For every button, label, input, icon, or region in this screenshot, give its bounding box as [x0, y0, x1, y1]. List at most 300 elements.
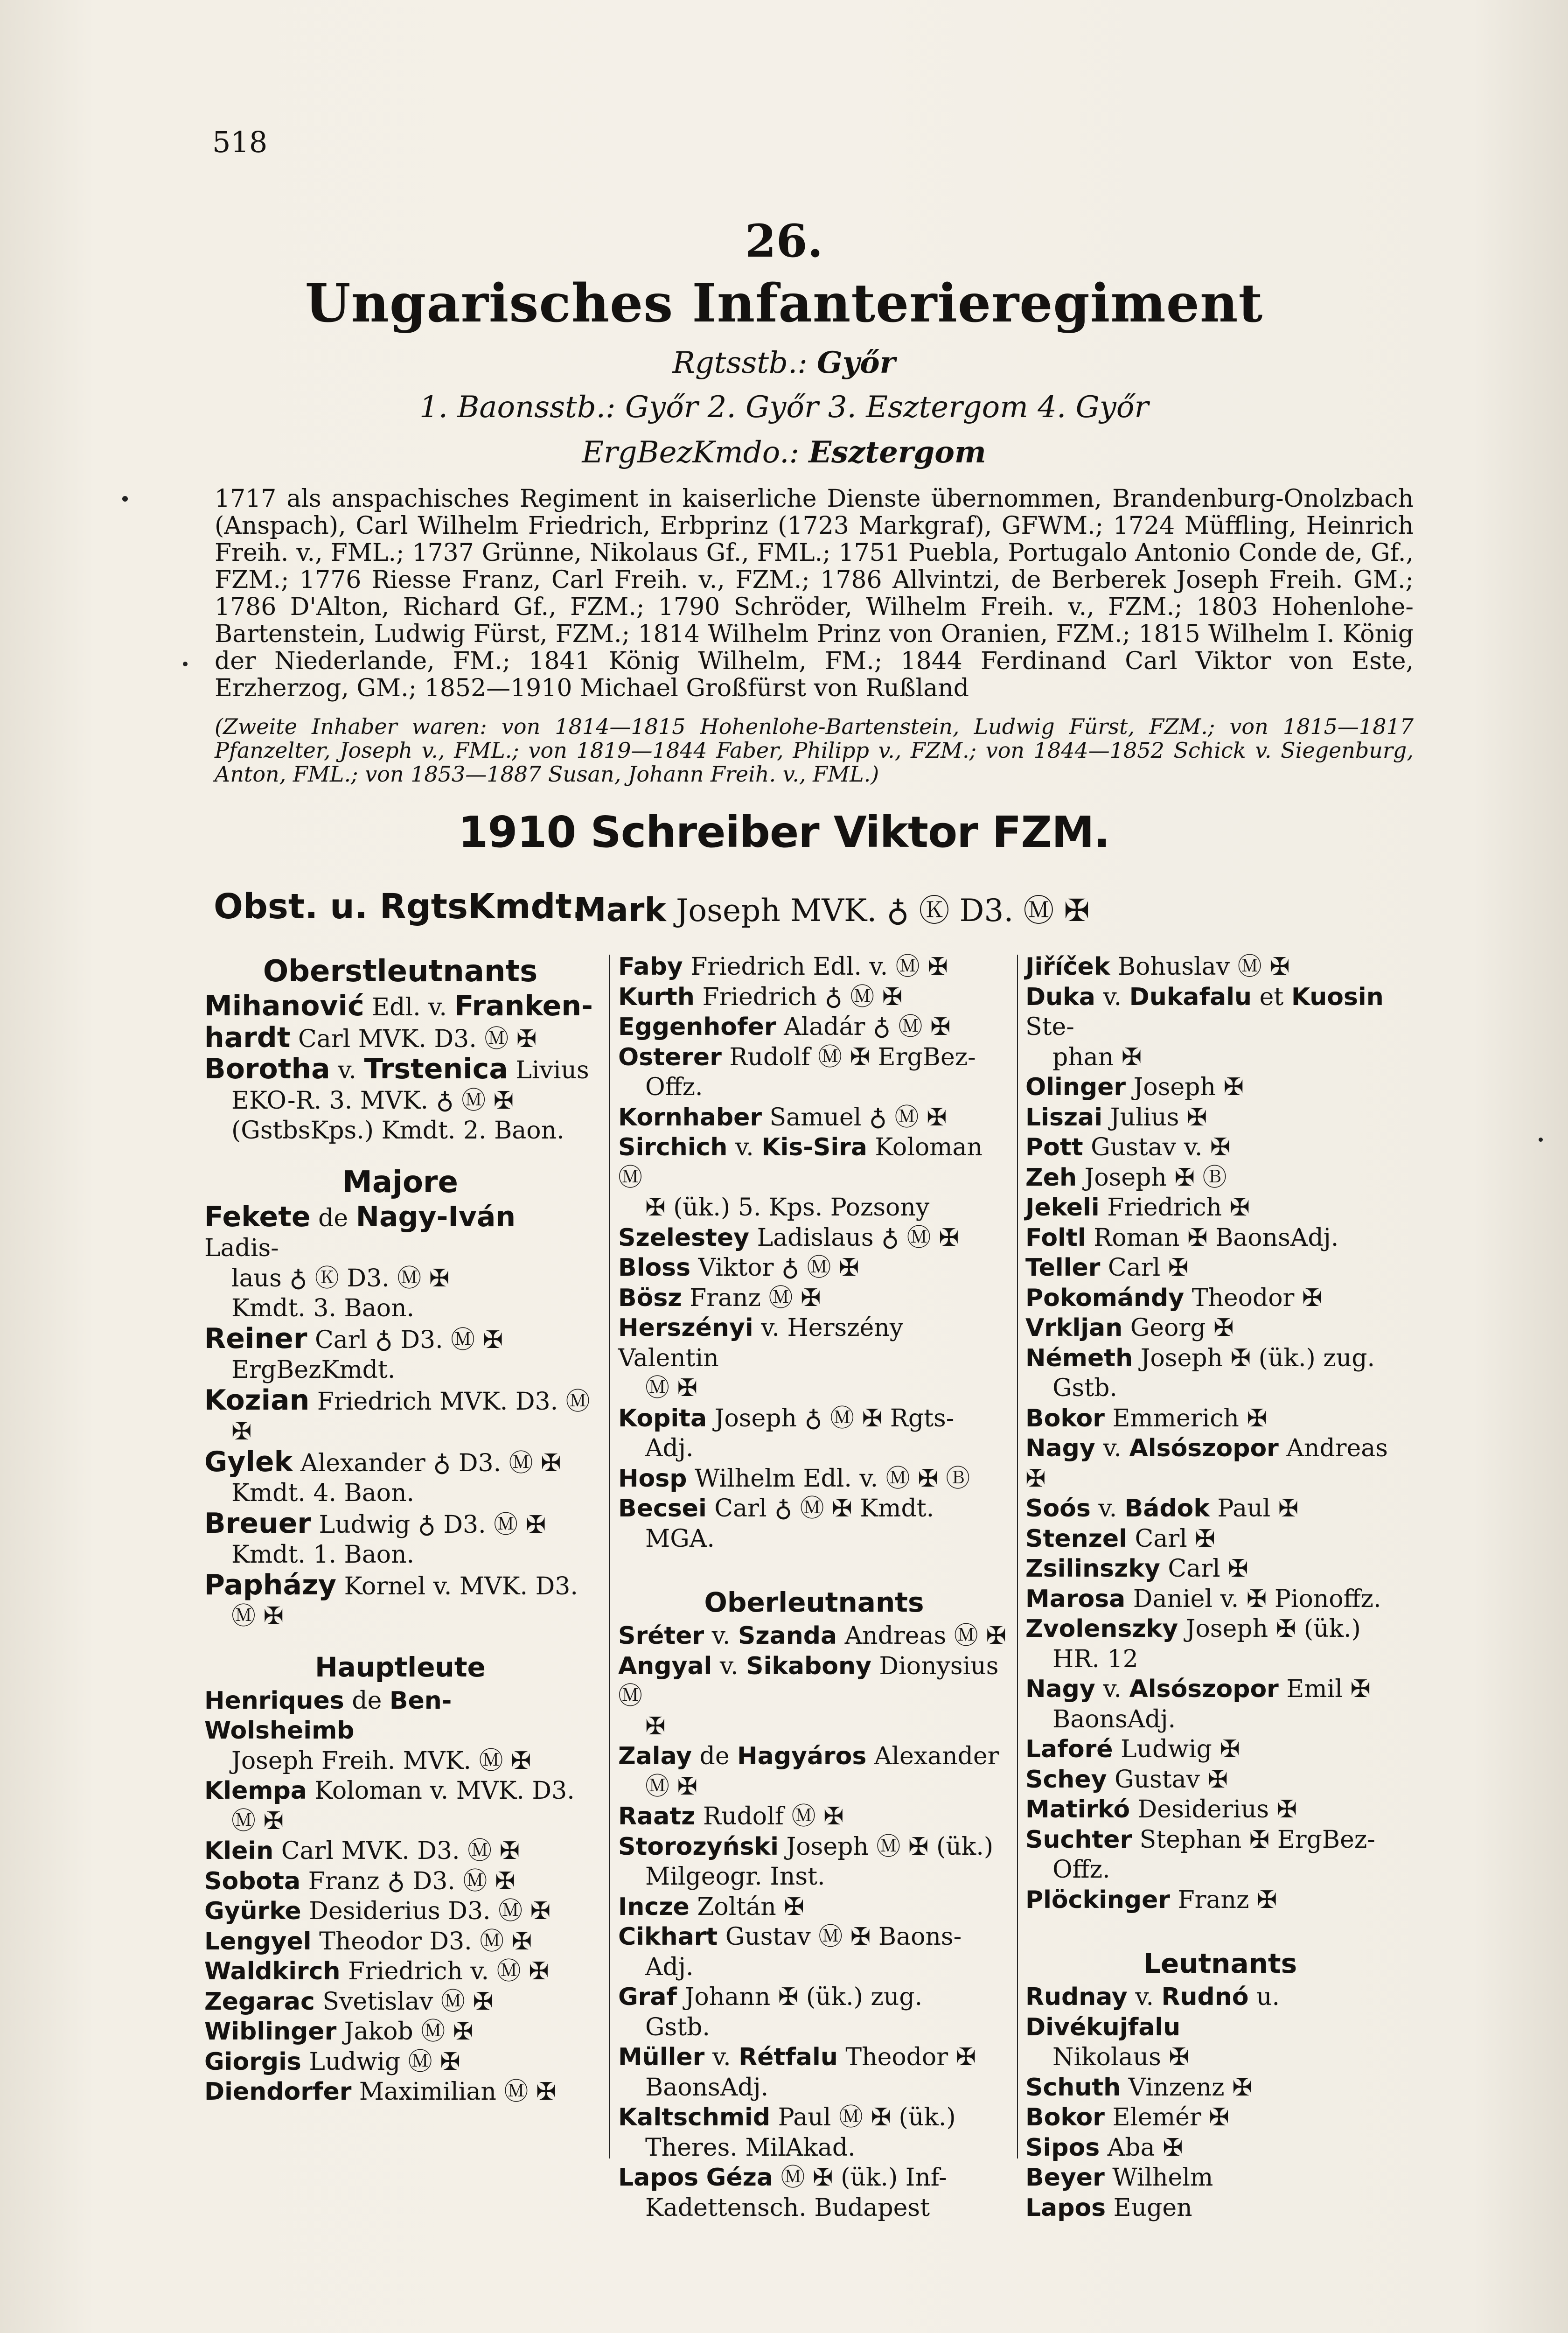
- roster-surname: Szelestey: [618, 1223, 750, 1252]
- roster-surname: Henriques: [204, 1686, 344, 1715]
- roster-line: [1025, 1584, 1415, 1614]
- roster-text: Eugen: [1106, 2193, 1192, 2222]
- roster-text: Franz ✠: [1170, 1886, 1277, 1914]
- roster-surname: Hagyáros: [737, 1742, 867, 1770]
- roster-line: [1025, 1765, 1415, 1795]
- roster-line: [204, 1324, 596, 1355]
- roster-line: [204, 1686, 596, 1746]
- roster-line: [204, 1293, 596, 1324]
- roster-surname: Németh: [1025, 1344, 1133, 1372]
- roster-line: [204, 1927, 596, 1957]
- roster-text: Julius ✠: [1102, 1103, 1207, 1132]
- roster-line: [618, 1802, 1010, 1832]
- roster-line: [1025, 1373, 1415, 1404]
- roster-surname: Bloss: [618, 1254, 691, 1282]
- roster-text: Johann ✠ (ük.) zug.: [677, 1983, 923, 2011]
- roster-line: [204, 2017, 596, 2047]
- oberleutnants-heading: Oberleutnants: [704, 1586, 924, 1618]
- roster-surname: Kozian: [204, 1383, 310, 1417]
- roster-surname: Alsószopor: [1129, 1434, 1279, 1462]
- roster-text: Koloman v. MVK. D3.: [307, 1777, 575, 1805]
- regiment-history: [215, 485, 1414, 702]
- majore-list: [204, 1202, 596, 1632]
- roster-surname: Breuer: [204, 1507, 312, 1540]
- roster-text: Kadettensch. Budapest: [645, 2193, 930, 2222]
- roster-text: v. Herszény Valentin: [618, 1314, 904, 1372]
- roster-surname: Rudnay: [1025, 1983, 1128, 2011]
- roster-line: [1025, 1614, 1415, 1644]
- roster-line: [1025, 1825, 1415, 1855]
- roster-text: Andreas ✠: [1025, 1434, 1388, 1493]
- roster-surname: Nagy-Iván: [355, 1200, 516, 1233]
- roster-surname: Divékujfalu: [1025, 2013, 1181, 2041]
- roster-text: phan ✠: [1052, 1043, 1142, 1071]
- roster-text: Joseph Freih. MVK. Ⓜ ✠: [231, 1746, 531, 1775]
- roster-text: laus ♁ Ⓚ D3. Ⓜ ✠: [231, 1264, 450, 1292]
- roster-line: [1025, 1494, 1415, 1524]
- roster-line: [618, 1404, 1010, 1434]
- roster-line: [618, 1464, 1010, 1494]
- roster-surname: Rétfalu: [739, 2043, 838, 2071]
- roster-line: [1025, 982, 1415, 1042]
- oberstleutnants-heading: Oberstleutnants: [263, 954, 538, 989]
- roster-line: [618, 1922, 1010, 1952]
- roster-text: v.: [1095, 983, 1129, 1011]
- roster-text: de: [692, 1742, 738, 1770]
- roster-text: Maximilian Ⓜ ✠: [351, 2078, 557, 2106]
- roster-surname: Angyal: [618, 1652, 712, 1680]
- rgtsstb-label: Rgtsstb.:: [672, 346, 808, 380]
- roster-line: [618, 2073, 1010, 2103]
- roster-text: Bohuslav Ⓜ ✠: [1110, 953, 1290, 981]
- roster-text: Carl MVK. D3. Ⓜ ✠: [273, 1837, 520, 1865]
- ergbez-line: [0, 435, 1568, 470]
- column-2: [618, 952, 1010, 2223]
- roster-text: Gustav ✠: [1107, 1765, 1228, 1794]
- roster-text: Milgeogr. Inst.: [645, 1863, 825, 1891]
- roster-line: [1025, 1343, 1415, 1374]
- ergbez-label: ErgBezKmdo.:: [582, 435, 800, 470]
- roster-text: Rudolf Ⓜ ✠ ErgBez-: [721, 1043, 976, 1071]
- commander-title: Obst. u. RgtsKmdt.: [214, 887, 585, 927]
- roster-surname: Giorgis: [204, 2047, 301, 2076]
- column-divider-1: [609, 955, 610, 2158]
- roster-line: [1025, 1982, 1415, 2042]
- roster-surname: Cikhart: [618, 1923, 718, 1951]
- roster-text: v.: [1090, 1495, 1125, 1523]
- roster-line: [618, 1132, 1010, 1193]
- roster-text: Franz Ⓜ ✠: [682, 1284, 821, 1312]
- roster-surname: Kurth: [618, 983, 695, 1011]
- roster-line: [1025, 1253, 1415, 1283]
- roster-line: [204, 1116, 596, 1146]
- roster-surname: Gyürke: [204, 1897, 301, 1925]
- roster-surname: Osterer: [618, 1043, 722, 1071]
- roster-line: [618, 1524, 1010, 1554]
- roster-surname: Klempa: [204, 1777, 307, 1805]
- roster-line: [1025, 1734, 1415, 1765]
- roster-surname: Zvolenszky: [1025, 1615, 1178, 1643]
- margin-speck: [122, 496, 128, 502]
- roster-line: [204, 1478, 596, 1509]
- roster-line: [618, 952, 1010, 982]
- roster-line: [1025, 1885, 1415, 1915]
- roster-surname: Zsilinszky: [1025, 1555, 1160, 1583]
- roster-surname: Hosp: [618, 1464, 687, 1493]
- roster-text: ✠: [231, 1418, 252, 1446]
- oberleutnants-list: [618, 1621, 1010, 2223]
- roster-text: Emil ✠: [1278, 1675, 1371, 1703]
- roster-surname: Suchter: [1025, 1825, 1132, 1854]
- roster-text: Jakob Ⓜ ✠: [336, 2018, 474, 2046]
- roster-line: [204, 1509, 596, 1540]
- roster-line: [1025, 1313, 1415, 1343]
- roster-surname: Soós: [1025, 1495, 1091, 1523]
- roster-text: Ste-: [1025, 1013, 1074, 1041]
- roster-line: [1025, 952, 1415, 982]
- roster-line: [618, 1072, 1010, 1103]
- roster-text: Friedrich Edl. v. Ⓜ ✠: [683, 953, 948, 981]
- roster-surname: Zeh: [1025, 1163, 1077, 1192]
- roster-line: [618, 1741, 1010, 1772]
- roster-line: [204, 1054, 596, 1086]
- roster-surname: Sobota: [204, 1867, 301, 1895]
- roster-line: [618, 1982, 1010, 2012]
- roster-text: Adj.: [645, 1434, 694, 1462]
- roster-surname: Olinger: [1025, 1073, 1126, 1101]
- roster-text: Ludwig Ⓜ ✠: [301, 2047, 460, 2076]
- roster-text: Friedrich v. Ⓜ ✠: [340, 1957, 549, 1985]
- roster-text: Paul ✠: [1209, 1495, 1299, 1523]
- hauptleute-list: [204, 1686, 596, 2107]
- roster-text: ✠ (ük.) 5. Kps. Pozsony: [645, 1194, 930, 1222]
- roster-line: [1025, 2163, 1415, 2193]
- roster-line: [618, 1193, 1010, 1223]
- roster-line: [1025, 1042, 1415, 1073]
- roster-text: Samuel ♁ Ⓜ ✠: [762, 1103, 947, 1132]
- roster-line: [204, 1806, 596, 1837]
- roster-surname: Eggenhofer: [618, 1013, 776, 1041]
- roster-surname: Nagy: [1025, 1434, 1095, 1462]
- oberleutnants-continued-list: [1025, 952, 1415, 1915]
- column-3: [1025, 952, 1415, 2223]
- leutnants-heading: Leutnants: [1143, 1948, 1297, 1979]
- roster-text: Theodor ✠: [1184, 1284, 1323, 1312]
- roster-line: [618, 1952, 1010, 1983]
- roster-text: Kmdt. 1. Baon.: [231, 1541, 415, 1569]
- roster-text: v.: [727, 1133, 762, 1161]
- roster-text: Elemér ✠: [1104, 2103, 1229, 2131]
- roster-text: BaonsAdj.: [645, 2073, 769, 2102]
- roster-text: Carl ✠: [1127, 1524, 1215, 1553]
- margin-speck: [1539, 1138, 1543, 1142]
- roster-text: Gstb.: [645, 2013, 710, 2041]
- roster-line: [204, 1896, 596, 1927]
- roster-surname: Sipos: [1025, 2133, 1100, 2162]
- roster-line: [204, 1746, 596, 1776]
- roster-line: [204, 1023, 596, 1055]
- roster-line: [1025, 1193, 1415, 1223]
- roster-text: Wilhelm: [1104, 2164, 1213, 2192]
- roster-line: [618, 1832, 1010, 1862]
- roster-text: Kmdt. 4. Baon.: [231, 1479, 415, 1507]
- roster-line: [1025, 1674, 1415, 1704]
- roster-surname: Duka: [1025, 983, 1095, 1011]
- roster-text: Daniel v. ✠ Pionoffz.: [1125, 1585, 1381, 1613]
- hauptleute-heading: Hauptleute: [315, 1651, 486, 1683]
- roster-line: [618, 1012, 1010, 1042]
- roster-surname: Lapos: [1025, 2193, 1106, 2222]
- roster-line: [618, 1651, 1010, 1711]
- roster-line: [618, 1223, 1010, 1253]
- roster-surname: Beyer: [1025, 2164, 1105, 2192]
- roster-surname: Szanda: [738, 1622, 837, 1650]
- roster-line: [618, 2133, 1010, 2163]
- roster-text: Joseph ✠: [1126, 1073, 1244, 1101]
- roster-text: Svetislav Ⓜ ✠: [314, 1987, 493, 2016]
- roster-text: v.: [712, 1652, 746, 1680]
- roster-surname: Jiříček: [1025, 953, 1110, 981]
- roster-surname: Pokomándy: [1025, 1284, 1185, 1312]
- roster-surname: Herszényi: [618, 1314, 753, 1342]
- roster-text: Roman ✠ BaonsAdj.: [1086, 1223, 1339, 1252]
- roster-text: ErgBezKmdt.: [231, 1356, 396, 1384]
- roster-surname: Teller: [1025, 1254, 1101, 1282]
- roster-surname: Gylek: [204, 1445, 293, 1478]
- roster-surname: Laforé: [1025, 1735, 1113, 1763]
- roster-line: [204, 1836, 596, 1866]
- roster-line: [618, 1433, 1010, 1464]
- roster-surname: Vrkljan: [1025, 1314, 1123, 1342]
- roster-text: et: [1252, 983, 1291, 1011]
- roster-text: HR. 12: [1052, 1645, 1138, 1673]
- roster-text: Theodor D3. Ⓜ ✠: [311, 1927, 532, 1956]
- roster-text: Ladis-: [204, 1234, 279, 1262]
- roster-text: Aladár ♁ Ⓜ ✠: [776, 1013, 951, 1041]
- roster-text: Stephan ✠ ErgBez-: [1132, 1825, 1375, 1854]
- hauptleute-continued-list: [618, 952, 1010, 1554]
- roster-surname: Lengyel: [204, 1927, 312, 1956]
- roster-line: [204, 1776, 596, 1806]
- roster-line: [204, 1956, 596, 1987]
- roster-surname: Sikabony: [746, 1652, 871, 1680]
- oberstleutnants-list: [204, 991, 596, 1146]
- commander-name: [574, 886, 1090, 930]
- roster-text: Ⓜ ✠: [231, 1807, 284, 1835]
- roster-line: [204, 1570, 596, 1602]
- roster-line: [1025, 1524, 1415, 1554]
- roster-text: Carl ♁ D3. Ⓜ ✠: [307, 1326, 503, 1354]
- roster-text: Ⓜ ✠: [231, 1602, 284, 1630]
- roster-text: Vinzenz ✠: [1121, 2073, 1253, 2102]
- roster-line: [1025, 1644, 1415, 1675]
- roster-text: Edl. v.: [364, 993, 455, 1021]
- roster-line: [1025, 2042, 1415, 2073]
- roster-line: [1025, 1704, 1415, 1735]
- roster-line: [204, 1987, 596, 2017]
- roster-text: Nikolaus ✠: [1052, 2043, 1189, 2071]
- roster-text: Carl MVK. D3. Ⓜ ✠: [290, 1025, 537, 1053]
- roster-text: Ⓜ ✠: [645, 1772, 698, 1801]
- roster-surname: Bösz: [618, 1284, 682, 1312]
- roster-surname: Müller: [618, 2043, 705, 2071]
- roster-surname: Sréter: [618, 1622, 704, 1650]
- roster-text: Aba ✠: [1100, 2133, 1183, 2162]
- roster-line: [618, 2163, 1010, 2193]
- roster-surname: Matirkó: [1025, 1795, 1130, 1823]
- roster-text: v.: [704, 2043, 739, 2071]
- roster-text: Emmerich ✠: [1104, 1404, 1268, 1432]
- roster-line: [1025, 1072, 1415, 1103]
- roster-line: [1025, 2073, 1415, 2103]
- regiment-number: 26.: [745, 215, 823, 267]
- roster-line: [618, 1103, 1010, 1133]
- majore-heading: Majore: [342, 1165, 458, 1200]
- roster-line: [618, 1253, 1010, 1283]
- roster-line: [1025, 2102, 1415, 2133]
- roster-text: Ludwig ♁ D3. Ⓜ ✠: [311, 1510, 546, 1539]
- roster-surname: Kuosin: [1291, 983, 1384, 1011]
- roster-line: [204, 1202, 596, 1264]
- roster-line: [1025, 1132, 1415, 1163]
- roster-text: Joseph ✠ (ük.): [1178, 1615, 1361, 1643]
- roster-line: [1025, 1283, 1415, 1313]
- roster-text: Friedrich ♁ Ⓜ ✠: [694, 983, 903, 1011]
- roster-surname: Kopita: [618, 1404, 707, 1432]
- roster-surname: Plöckinger: [1025, 1886, 1171, 1914]
- roster-text: Theodor ✠: [837, 2043, 976, 2071]
- leutnants-list: [1025, 1982, 1415, 2223]
- roster-surname: hardt: [204, 1021, 291, 1054]
- commander-rest: Joseph MVK. ♁ Ⓚ D3. Ⓜ ✠: [676, 893, 1090, 929]
- roster-text: v.: [330, 1056, 364, 1084]
- roster-surname: Bokor: [1025, 2103, 1105, 2131]
- roster-line: [618, 982, 1010, 1013]
- roster-text: Theres. MilAkad.: [645, 2133, 856, 2162]
- roster-surname: Sirchich: [618, 1133, 728, 1161]
- roster-surname: Alsószopor: [1129, 1675, 1279, 1703]
- roster-text: Paul Ⓜ ✠ (ük.): [770, 2103, 956, 2131]
- roster-text: Wilhelm Edl. v. Ⓜ ✠ Ⓑ: [687, 1464, 970, 1493]
- roster-line: [204, 1447, 596, 1479]
- roster-line: [1025, 2193, 1415, 2223]
- roster-line: [204, 1601, 596, 1632]
- roster-surname: Incze: [618, 1893, 690, 1921]
- rgtsstb-line: [0, 345, 1568, 380]
- roster-text: Rudolf Ⓜ ✠: [695, 1802, 844, 1830]
- roster-surname: Diendorfer: [204, 2078, 352, 2106]
- roster-surname: Waldkirch: [204, 1957, 341, 1985]
- roster-surname: Bádok: [1124, 1495, 1210, 1523]
- roster-surname: Fekete: [204, 1200, 311, 1233]
- roster-surname: Storozyński: [618, 1832, 779, 1861]
- baonsstb-line: 1. Baonsstb.: Győr 2. Győr 3. Esztergom 4. Győr: [419, 390, 1149, 425]
- roster-surname: Franken-: [454, 990, 593, 1022]
- roster-surname: Reiner: [204, 1322, 307, 1355]
- roster-surname: Foltl: [1025, 1223, 1086, 1252]
- commander-surname: Mark: [574, 891, 666, 929]
- roster-line: [204, 1264, 596, 1294]
- roster-surname: Becsei: [618, 1495, 707, 1523]
- roster-text: (GstbsKps.) Kmdt. 2. Baon.: [231, 1117, 564, 1145]
- roster-text: Gstb.: [1052, 1374, 1117, 1402]
- roster-text: Offz.: [1052, 1856, 1110, 1884]
- roster-line: [204, 2077, 596, 2107]
- roster-line: [618, 2042, 1010, 2073]
- roster-surname: Zegarac: [204, 1987, 315, 2016]
- roster-text: Georg ✠: [1122, 1314, 1234, 1342]
- roster-surname: Ben-Wolsheimb: [204, 1686, 452, 1745]
- roster-text: Kornel v. MVK. D3.: [336, 1572, 578, 1600]
- roster-text: v.: [1095, 1434, 1129, 1462]
- roster-text: Adj.: [645, 1953, 694, 1981]
- roster-surname: Bokor: [1025, 1404, 1105, 1432]
- column-1: [204, 952, 596, 2107]
- roster-text: Viktor ♁ Ⓜ ✠: [690, 1254, 859, 1282]
- roster-text: MGA.: [645, 1524, 715, 1553]
- roster-surname: Zalay: [618, 1742, 692, 1770]
- roster-surname: Schey: [1025, 1765, 1107, 1794]
- ergbez-value: Esztergom: [808, 435, 986, 470]
- roster-surname: Kaltschmid: [618, 2103, 771, 2131]
- roster-line: [204, 1385, 596, 1417]
- roster-line: [618, 2012, 1010, 2043]
- roster-surname: Faby: [618, 953, 683, 981]
- roster-text: Alexander: [866, 1742, 999, 1770]
- roster-surname: Trstenica: [364, 1053, 508, 1085]
- roster-surname: Mihanović: [204, 990, 364, 1022]
- roster-text: Carl ✠: [1100, 1254, 1189, 1282]
- roster-surname: Klein: [204, 1837, 274, 1865]
- roster-line: [204, 1866, 596, 1897]
- roster-surname: Nagy: [1025, 1675, 1095, 1703]
- roster-surname: Borotha: [204, 1053, 330, 1085]
- roster-text: Ludwig ✠: [1113, 1735, 1240, 1763]
- roster-text: Joseph ✠ Ⓑ: [1077, 1163, 1227, 1192]
- roster-text: [698, 2164, 706, 2192]
- roster-line: [1025, 1223, 1415, 1253]
- roster-line: [618, 1772, 1010, 1802]
- roster-surname: Wiblinger: [204, 2018, 337, 2046]
- roster-line: [1025, 1103, 1415, 1133]
- margin-speck: [183, 662, 188, 666]
- roster-text: Desiderius D3. Ⓜ ✠: [301, 1897, 551, 1925]
- roster-surname: Kis-Sira: [761, 1133, 867, 1161]
- roster-text: Alexander ♁ D3. Ⓜ ✠: [293, 1449, 561, 1477]
- roster-text: Zoltán ✠: [689, 1893, 804, 1921]
- roster-text: Ladislaus ♁ Ⓜ ✠: [749, 1223, 959, 1252]
- roster-line: [618, 1711, 1010, 1742]
- roster-text: Joseph ✠ (ük.) zug.: [1133, 1344, 1375, 1372]
- roster-line: [1025, 1404, 1415, 1434]
- roster-text: de: [344, 1686, 390, 1715]
- roster-line: [204, 1086, 596, 1116]
- roster-text: de: [310, 1204, 356, 1232]
- roster-text: Offz.: [645, 1073, 703, 1101]
- roster-text: Ⓜ ✠ (ük.) Inf-: [773, 2164, 947, 2192]
- column-divider-2: [1017, 955, 1018, 2158]
- roster-text: Gustav v. ✠: [1083, 1133, 1231, 1161]
- roster-line: [618, 1042, 1010, 1073]
- regiment-title: Ungarisches Infanterieregiment: [305, 273, 1263, 334]
- roster-surname: Papházy: [204, 1568, 337, 1601]
- roster-line: [618, 1373, 1010, 1404]
- roster-line: [618, 1283, 1010, 1313]
- roster-surname: Raatz: [618, 1802, 696, 1830]
- roster-line: [204, 1540, 596, 1570]
- roster-line: [204, 2047, 596, 2077]
- roster-line: [1025, 1795, 1415, 1825]
